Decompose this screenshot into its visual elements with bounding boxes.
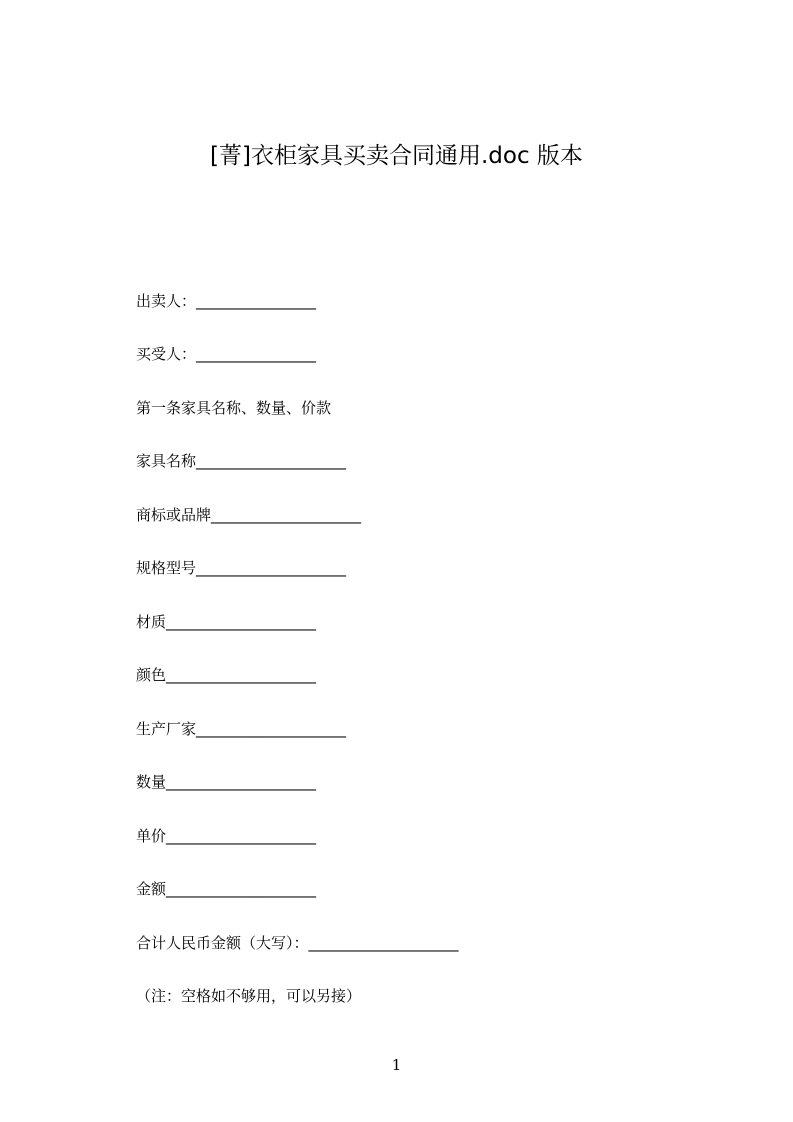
- unit-price-line: 单价____________________: [136, 827, 317, 845]
- amount-line: 金额____________________: [136, 880, 317, 898]
- page-number: 1: [391, 1056, 402, 1074]
- brand-line: 商标或品牌____________________: [136, 506, 362, 524]
- furniture-name-line: 家具名称____________________: [136, 452, 347, 470]
- seller-line: 出卖人：________________: [136, 292, 317, 310]
- total-amount-line: 合计人民币金额（大写）：____________________: [136, 934, 459, 952]
- buyer-line: 买受人：________________: [136, 345, 317, 363]
- manufacturer-line: 生产厂家____________________: [136, 720, 347, 738]
- color-line: 颜色____________________: [136, 666, 317, 684]
- note-line: （注：空格如不够用，可以另接）: [136, 987, 362, 1005]
- quantity-line: 数量____________________: [136, 773, 317, 791]
- material-line: 材质____________________: [136, 613, 317, 631]
- document-title: [菁]衣柜家具买卖合同通用.doc 版本: [210, 143, 583, 169]
- model-line: 规格型号____________________: [136, 559, 347, 577]
- article-one-heading: 第一条家具名称、数量、价款: [136, 399, 332, 417]
